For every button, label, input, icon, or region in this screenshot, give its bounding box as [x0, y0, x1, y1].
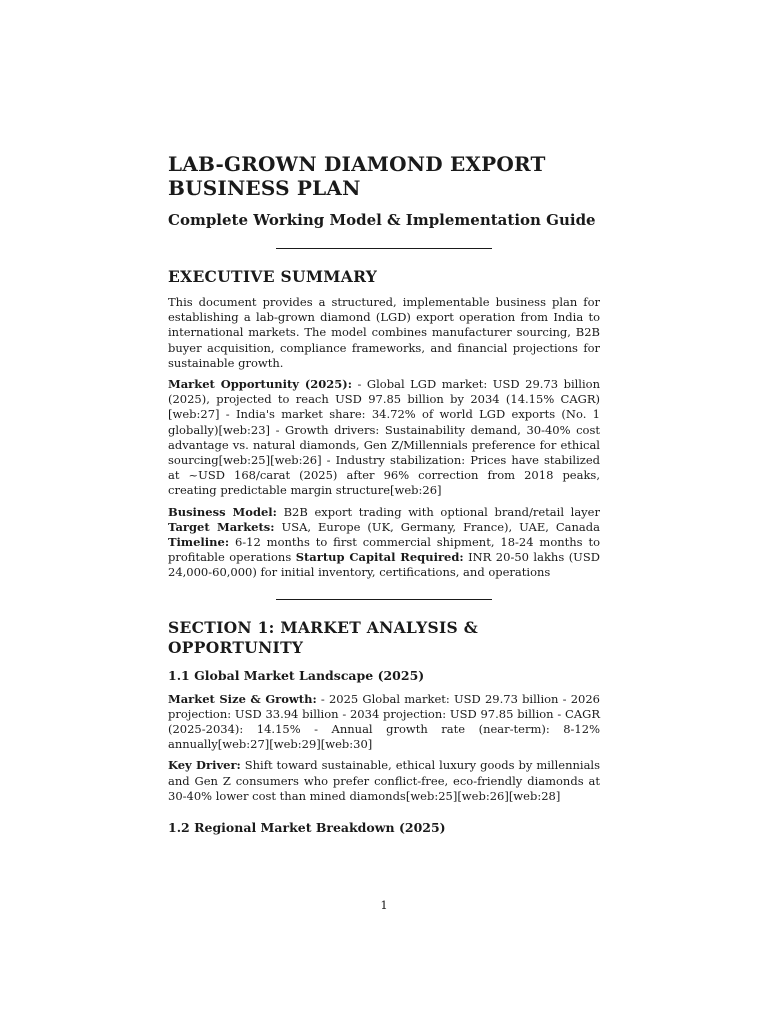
- timeline-text: 6-12 months to first commercial shipment, 18-24 months to profitable operations: [168, 535, 601, 565]
- horizontal-rule: [276, 248, 492, 249]
- market-opportunity-label: Market Opportunity (2025):: [168, 377, 352, 392]
- key-driver-label: Key Driver:: [168, 758, 241, 773]
- market-opportunity-text: - Global LGD market: USD 29.73 billion (2025), projected to reach USD 97.85 billion by 2034 (14.15% CAGR)[web:27] - India's market share: 34.72% of world LGD exports (No. 1 globally)[web:23] - Growth drivers: Sustainability demand, 30-40% cost advantage vs. natural diamonds, Gen Z/Millennials preference for ethical sourcing[web:25][web:26] - Industry stabilization: Prices have stabilized at ~USD 168/carat (2025) after 96% correction from 2018 peaks, creating predictable margin structure[web:26]: [168, 377, 600, 498]
- section-1-body: [168, 692, 600, 804]
- executive-summary-body: [168, 295, 600, 581]
- business-model-label: Business Model:: [168, 504, 277, 519]
- target-markets-text: USA, Europe (UK, Germany, France), UAE, Canada: [281, 519, 600, 534]
- target-markets-label: Target Markets:: [168, 519, 275, 534]
- document-page: [168, 152, 600, 836]
- executive-summary-heading: EXECUTIVE SUMMARY: [168, 267, 378, 286]
- document-subtitle: Complete Working Model & Implementation Guide: [168, 211, 596, 229]
- startup-capital-text: INR 20-50 lakhs (USD 24,000-60,000) for initial inventory, certifications, and operations: [168, 550, 600, 580]
- page-number: 1: [380, 898, 388, 912]
- timeline-label: Timeline:: [168, 535, 230, 550]
- business-model-text: B2B export trading with optional brand/retail layer: [283, 504, 600, 519]
- horizontal-rule: [276, 599, 492, 600]
- key-driver-text: Shift toward sustainable, ethical luxury goods by millennials and Gen Z consumers who prefer conflict-free, eco-friendly diamonds at 30-40% lower cost than mined diamonds[web:25][web:26][web:28]: [168, 758, 601, 803]
- subsection-1-2-heading: 1.2 Regional Market Breakdown (2025): [168, 820, 446, 836]
- market-size-text: - 2025 Global market: USD 29.73 billion - 2026 projection: USD 33.94 billion - 2034 projection: USD 97.85 billion - CAGR (2025-2034): 14.15% - Annual growth rate (near-term): 8-12% annually[web:27][web:29][web:30]: [168, 691, 600, 752]
- subsection-1-1-heading: 1.1 Global Market Landscape (2025): [168, 667, 425, 683]
- section-1-heading: SECTION 1: MARKET ANALYSIS & OPPORTUNITY: [168, 617, 478, 657]
- executive-summary-intro: This document provides a structured, implementable business plan for establishing a lab-grown diamond (LGD) export operation from India to international markets. The model combines manufacturer sourcing, B2B buyer acquisition, compliance frameworks, and financial projections for sustainable growth.: [168, 295, 600, 370]
- market-size-paragraph: [168, 692, 600, 753]
- startup-capital-label: Startup Capital Required:: [295, 550, 464, 565]
- business-model-paragraph: [168, 505, 600, 581]
- key-driver-paragraph: [168, 758, 600, 804]
- market-size-label: Market Size & Growth:: [168, 691, 317, 706]
- market-opportunity-paragraph: [168, 377, 600, 499]
- document-title: LAB-GROWN DIAMOND EXPORT BUSINESS PLAN: [168, 152, 546, 200]
